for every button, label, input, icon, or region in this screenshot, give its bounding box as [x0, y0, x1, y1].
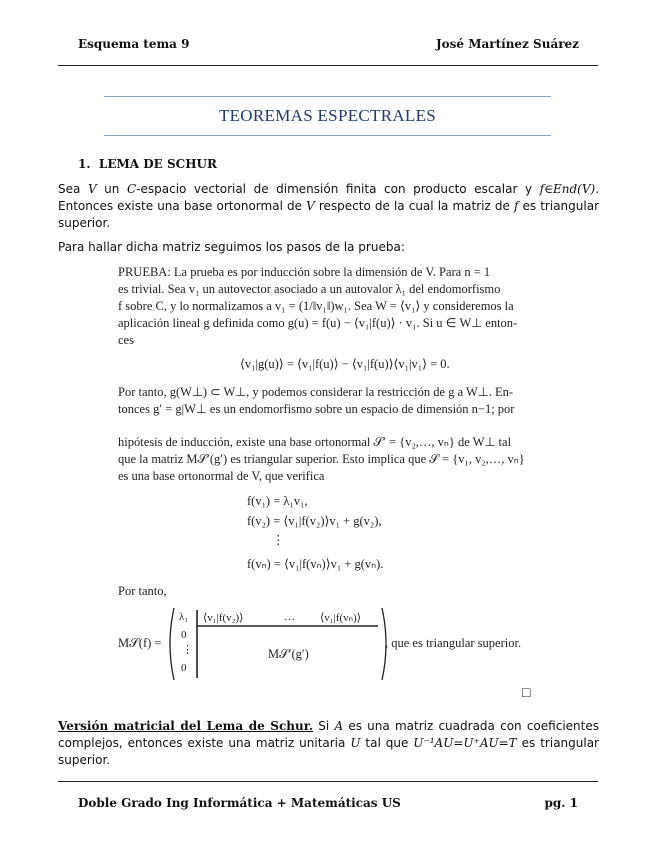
header-rule: [58, 65, 598, 66]
title-rule-bottom: [104, 135, 551, 136]
system-line: f(v₁) = λ₁v₁,: [247, 494, 308, 508]
system-vdots: ⋮: [272, 533, 285, 547]
proof-line: tonces g′ = g|W⊥ es un endomorfismo sobre un espacio de dimensión n−1; por: [118, 402, 515, 416]
intro-text: es triangular: [518, 199, 600, 213]
version-text: tal que: [360, 736, 414, 750]
intro-text: -espacio vectorial de dimensión finita con producto escalar y: [136, 182, 540, 196]
proof-line: f sobre C, y lo normalizamos a v₁ = (1/‖v₁‖)w₁. Sea W = ⟨v₁⟩ y consideremos la: [118, 299, 514, 313]
proof-line: que la matriz M𝒮′(g′) es triangular superior. Esto implica que 𝒮 = {v₁, v₂,…, vₙ}: [118, 452, 525, 466]
header-left: Esquema tema 9: [78, 37, 190, 51]
math-C: C: [126, 182, 137, 196]
proof-equation: ⟨v₁|g(u)⟩ = ⟨v₁|f(u)⟩ − ⟨v₁|f(u)⟩⟨v₁|v₁⟩ = 0.: [240, 357, 450, 371]
version-text: Si: [313, 719, 335, 733]
title-rule-top: [104, 96, 551, 97]
intro-text: Sea: [58, 182, 88, 196]
proof-line: aplicación lineal g definida como g(u) = f(u) − ⟨v₁|f(u)⟩ · v₁. Si u ∈ W⊥ enton-: [118, 316, 518, 330]
matrix-entry: λ₁: [179, 611, 189, 623]
matrix-entry: ⋮: [182, 644, 193, 656]
matrix-label: M𝒮(f) =: [118, 636, 162, 650]
section-label: LEMA DE SCHUR: [98, 157, 217, 171]
matrix-entry: ⟨v₁|f(vₙ)⟩: [320, 612, 361, 624]
math-V: V: [306, 199, 315, 213]
matrix-entry: 0: [181, 662, 187, 674]
footer-page-number: pg. 1: [544, 796, 578, 810]
matrix-entry: …: [284, 611, 295, 623]
intro-text: respecto de la cual la matriz de: [314, 199, 514, 213]
math-V: V: [87, 182, 97, 196]
intro-text: superior.: [58, 216, 111, 230]
intro-text: Entonces existe una base ortonormal de: [58, 199, 307, 213]
header-right: José Martínez Suárez: [435, 37, 579, 51]
matrix-version-title: Versión matricial del Lema de Schur.: [58, 719, 314, 733]
matrix-entry: ⟨v₁|f(v₂)⟩: [203, 612, 244, 624]
footer-rule: [58, 781, 598, 782]
math-f: f: [513, 199, 519, 213]
matrix-version-paragraph: [58, 718, 599, 769]
proof-line: ces: [118, 333, 134, 347]
math-A: A: [334, 719, 344, 733]
page-title: TEOREMAS ESPECTRALES: [218, 106, 437, 125]
version-text: complejos, entonces existe una matriz unitaria: [58, 736, 351, 750]
footer-left: Doble Grado Ing Informática + Matemáticas US: [78, 796, 401, 810]
proof-line: Por tanto, g(W⊥) ⊂ W⊥, y podemos considerar la restricción de g a W⊥. En-: [118, 385, 514, 399]
proof-intro: Para hallar dicha matriz seguimos los pasos de la prueba:: [58, 240, 405, 254]
matrix-tail: , que es triangular superior.: [385, 636, 522, 650]
proof-line: PRUEBA: La prueba es por inducción sobre la dimensión de V. Para n = 1: [118, 265, 491, 279]
system-line: f(v₂) = ⟨v₁|f(v₂)⟩v₁ + g(v₂),: [247, 514, 382, 528]
proof-line: hipótesis de inducción, existe una base ortonormal 𝒮′ = {v₂,…, vₙ} de W⊥ tal: [118, 435, 512, 449]
proof-line: Por tanto,: [118, 584, 167, 598]
version-text: superior.: [58, 753, 111, 767]
math-f-end: f∈End(V): [539, 182, 596, 196]
matrix-block: M𝒮′(g′): [268, 647, 309, 661]
intro-text: .: [595, 182, 600, 196]
version-text: es una matriz cuadrada con coeficientes: [343, 719, 599, 733]
math-formula: U⁻¹AU=U⁺AU=T: [413, 736, 517, 750]
matrix-entry: 0: [181, 629, 187, 641]
proof-line: es una base ortonormal de V, que verifica: [118, 469, 325, 483]
proof-line: es trivial. Sea v₁ un autovector asociado a un autovalor λ₁ del endomorfismo: [118, 282, 501, 296]
section-heading: [78, 157, 217, 171]
intro-text: un: [96, 182, 127, 196]
math-U: U: [350, 736, 361, 750]
qed-symbol: □: [522, 686, 531, 701]
system-line: f(vₙ) = ⟨v₁|f(vₙ)⟩v₁ + g(vₙ).: [247, 557, 384, 571]
version-text: es triangular: [516, 736, 599, 750]
intro-paragraph: [58, 181, 599, 232]
section-number: 1.: [78, 157, 91, 171]
